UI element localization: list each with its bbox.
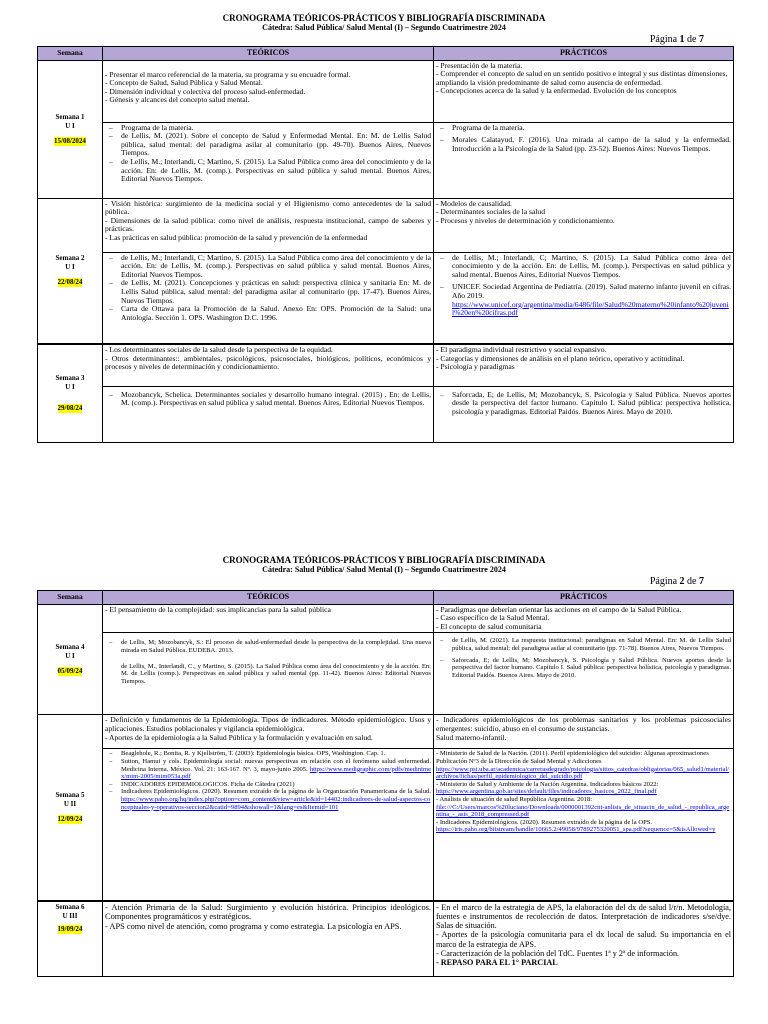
- unit-label: U III: [62, 911, 78, 920]
- bib-text: Morales Calatayud, F. (2016). Una mirada al campo de la salud y la enfermedad. Introducción a la Psicología de la Salud (pp. 23-52). Buenos Aires: Nuevos Tiempos.: [452, 135, 731, 153]
- col-semana: Semana: [38, 591, 103, 605]
- bib-text: - Ministerio de Salud de la Nación. (2011). Perfil epidemiológico del suicidio: Algunas aproximaciones Publicación Nº3 de la Dirección de Salud Mental y Adicciones: [436, 750, 709, 765]
- week-3-cell: [38, 344, 103, 442]
- topic-item: - El paradigma individual restrictivo y social expansivo.: [436, 345, 607, 355]
- week-1-cell: [38, 60, 103, 198]
- topic-item: - Dimensiones de la salud pública: como nivel de análisis, respuesta institucional, campo de saberes y prácticas.: [105, 215, 431, 234]
- col-practicos: PRÁCTICOS: [434, 591, 734, 605]
- dash-bullet: –: [109, 252, 113, 262]
- week-3-practicos-bib: [434, 386, 734, 442]
- topic-item: - Indicadores epidemiológicos de los problemas sanitarios y los problemas psicosociales emergentes: suicidio, abuso en el consumo de sustancias.: [436, 715, 731, 733]
- week-date: 05/09/24: [57, 666, 83, 675]
- bib-text: Indicadores Epidemiológicos. (2020). Resumen extraído de la página de la Organización Panamericana de la Salud.: [121, 788, 431, 796]
- week-4-teoricos: [103, 604, 434, 633]
- week-2-teoricos-bib: [103, 252, 434, 344]
- week-2-bib-row: [38, 252, 734, 344]
- of-word: de: [687, 576, 697, 587]
- dash-bullet: –: [440, 282, 444, 292]
- bib-item: [436, 391, 731, 417]
- week-2-topics-row: [38, 198, 734, 252]
- dash-bullet: –: [440, 252, 444, 262]
- topic-item: - El concepto de salud comunitaria: [436, 621, 542, 631]
- week-2-cell: [38, 198, 103, 344]
- week-3-bib-row: [38, 386, 734, 442]
- col-teoricos: TEÓRICOS: [103, 591, 434, 605]
- dash-bullet: –: [440, 135, 444, 145]
- week-label: Semana 5: [55, 791, 85, 800]
- bib-item: [436, 283, 731, 317]
- page-indicator: [650, 576, 704, 587]
- dash-bullet: –: [109, 122, 113, 132]
- page-indicator: [650, 34, 704, 45]
- page-word: Página: [649, 34, 678, 45]
- dash-bullet: –: [109, 757, 113, 765]
- week-date: 12/09/24: [57, 815, 83, 824]
- dash-bullet: –: [109, 780, 113, 788]
- week-3-practicos: [434, 344, 734, 386]
- topic-item: - Caracterización de la población del TdC. Fuentes 1ª y 2ª de información.: [436, 948, 680, 958]
- topic-item: - Otros determinantes:: ambientales, psicológicos, psicosociales, biológicos, políticos, económicos y procesos y niveles de determinación y condicionamiento.: [105, 353, 431, 372]
- bib-item: [436, 657, 731, 680]
- topic-item: - En el marco de la estrategia de APS, la elaboración del dx de salud l/r/n. Metodología, fuentes e instrumentos de recolección de datos. Interpretación de indicadores s/se/dye. Salas de situación.: [436, 902, 731, 931]
- total-pages: 7: [699, 34, 704, 45]
- week-5-bib-row: [38, 749, 734, 901]
- dash-bullet: –: [109, 131, 113, 141]
- week-1-practicos-bib: [434, 122, 734, 198]
- week-5-cell: [38, 715, 103, 901]
- unit-label: U II: [63, 800, 77, 809]
- bib-item: [105, 788, 431, 811]
- topic-item: - Psicología y paradigmas: [436, 362, 515, 372]
- bib-text: de Lellis, M. (2021). La respuesta institucional: paradigmas en Salud Mental. En: M. de Lellis Salud pública, salud mental: del paradigma asilar al comunitario (pp. 71-78). Buenos Aires, Nuevos Tiempos.: [452, 637, 731, 652]
- week-1-topics-row: [38, 60, 734, 122]
- bib-item: [105, 391, 431, 408]
- bib-text: Mozobancyk, Schelica. Determinantes sociales y desarrollo humano integral. (2015) . En: de Lellis, M. (comp.). Perspectivas en salud pública y salud mental. Buenos Aires, Editorial Nuevos Tiempos.: [121, 389, 431, 408]
- col-semana: Semana: [38, 47, 103, 61]
- week-3-topics-row: [38, 344, 734, 386]
- bib-text: de Lellis, M.; Interlandi, C; Martino, S. (2015). La Salud Pública como área del conocimiento y de la acción. En: de Lellis, M. (comp.). Perspectivas en salud pública y salud mental. Buenos Aires, Editorial Nuevos Tiempos.: [452, 252, 731, 279]
- week-4-teoricos-bib: [103, 633, 434, 715]
- week-date: 22/08/24: [57, 278, 83, 287]
- week-6-cell: [38, 901, 103, 977]
- topic-item: - Génesis y alcances del concepto salud mental.: [105, 95, 250, 105]
- topic-item: - Comprender el concepto de salud en un sentido positivo e integral y sus distintas dimensiones, ampliando la visión predominante de salud como ausencia de enfermedad.: [436, 69, 728, 87]
- topic-item: - Visión histórica: surgimiento de la medicina social y el Higienismo como antecedentes de la salud pública.: [105, 198, 431, 217]
- table-header-row: [38, 47, 734, 61]
- bib-item: [105, 663, 431, 686]
- week-3-teoricos-bib: [103, 386, 434, 442]
- schedule-table: [37, 590, 734, 977]
- topic-item: - Presentación de la materia.: [436, 60, 523, 70]
- bib-item: [105, 158, 431, 184]
- dash-bullet: –: [109, 156, 113, 166]
- topic-item: - Categorías y dimensiones de análisis en el plano teórico, operativo y actitudinal.: [436, 353, 685, 363]
- table-header-row: [38, 591, 734, 605]
- week-5-topics-row: [38, 715, 734, 749]
- page-number: 2: [679, 576, 685, 587]
- bib-text: Sutton, Hamui y cols. Epidemiología social: nuevas perspectivas en relación con el fenómeno salud enfermedad. Medicina Interna. México. Vol. 21: 163-167. Nº. 3, mayo-junio 2005.: [121, 757, 431, 773]
- week-2-practicos: [434, 198, 734, 252]
- topic-item: - Modelos de causalidad.: [436, 198, 512, 208]
- topic-item: - Aportes de la epidemiología a la Salud Pública y la formulación y evaluación en salud.: [105, 732, 373, 742]
- page-word: Página: [649, 576, 678, 587]
- week-1-practicos: [434, 60, 734, 122]
- dash-bullet: –: [109, 788, 113, 796]
- week-date: 15/08/2024: [54, 136, 86, 145]
- bib-text: Saforcada, E; de Lellis, M; Mozobancyk, S. Psicología y Salud Pública. Nuevos aportes desde la perspectiva del factor humano. Capítulo I. Salud pública: perspectiva holística, psicología y paradigmas. Editorial Paidós. Buenos Aires. Mayo de 2010.: [452, 389, 731, 416]
- week-5-practicos-bib: [434, 749, 734, 901]
- bib-text: de Lellis, M., Interlandi, C., y Martino, S. (2015). La Salud Pública como área del conocimiento y de la acción. En: M. de Lellis (comp.). Perspectivas en salud pública y salud mental (pp. 11-42). Buenos Aires: Editorial Nuevos Tiempos.: [121, 662, 431, 685]
- week-3-teoricos: [103, 344, 434, 386]
- bib-item: [105, 279, 431, 305]
- iris-paho-link[interactable]: https://iris.paho.org/bitstream/handle/10665.2/49058/9789275320051_spa.pdf?sequence=5&isAllowed=y: [436, 826, 716, 834]
- week-5-teoricos: [103, 715, 434, 749]
- topic-item: - Caso específico de la Salud Mental.: [436, 613, 550, 623]
- topic-item: - Presentar el marco referencial de la materia, su programa y su encuadre formal.: [105, 69, 351, 79]
- unit-label: U I: [65, 382, 75, 391]
- indicadores-2022-link[interactable]: https://www.argentina.gob.ar/sites/default/files/indicadores_basicos_2022_final.pdf: [436, 788, 657, 796]
- topic-item: - Procesos y niveles de determinación y condicionamiento.: [436, 215, 615, 225]
- bib-item: [436, 254, 731, 280]
- bib-text: de Lellis, M.; Interlandi, C; Martino, S. (2015). La Salud Pública como área del conocimiento y de la acción. En: de Lellis, M. (comp.). Perspectivas en salud pública y salud mental. Buenos Aires, Editorial Nuevos Tiempos.: [121, 156, 431, 184]
- topic-item: - Determinantes sociales de la salud: [436, 207, 546, 217]
- document-title: CRONOGRAMA TEÓRICOS-PRÁCTICOS Y BIBLIOGRAFÍA DISCRIMINADA: [222, 555, 546, 565]
- week-date: 29/08/24: [57, 403, 83, 412]
- week-2-teoricos: [103, 198, 434, 252]
- unicef-link[interactable]: https://www.unicef.org/argentina/media/6486/file/Salud%20materno%20infanto%20juvenil%20en%20cifras.pdf: [452, 299, 729, 318]
- topic-item: - Aportes de la psicología comunitaria para el dx local de salud. Su importancia en el marco de la estrategia de APS.: [436, 930, 731, 949]
- col-teoricos: TEÓRICOS: [103, 47, 434, 61]
- bib-item: [105, 254, 431, 280]
- asis-2018-link[interactable]: file:///C:/Users/marcos%20luciano/Downloads/0000001392cnt-anlisis_de_situacin_de_salud_-_republica_argentina_-_asis_2018_compressed.pdf: [436, 803, 730, 819]
- topic-item: - APS como nivel de atención, como programa y como estrategia. La psicología en APS.: [105, 921, 402, 931]
- week-1-bib-row: [38, 122, 734, 198]
- topic-item: - Concepto de Salud, Salud Pública y Salud Mental.: [105, 78, 263, 88]
- total-pages: 7: [699, 576, 704, 587]
- uba-suicidio-link[interactable]: https://www.psi.uba.ar/academica/carrerasdegrado/psicologia/sitios_catedras/obligatorias/065_salud1/material/archivos/fichas/perfil_epidemiologico_del_suicidio.pdf: [436, 765, 730, 781]
- unit-label: U I: [65, 121, 75, 130]
- bib-item: [105, 750, 431, 758]
- bib-text: Beaglehole, R.; Bonita, R. y Kjellström, T. (2003): Epidemiología básica. OPS, Washington. Cap. 1.: [121, 750, 386, 758]
- bib-item: [105, 132, 431, 158]
- bib-text: UNICEF. Sociedad Argentina de Pediatría. (2019). Salud materno infanto juvenil en cifras. Año 2019.: [452, 282, 731, 300]
- bib-item: [436, 136, 731, 153]
- topic-item: Salud materno-infantil.: [436, 732, 507, 742]
- schedule-table: [37, 46, 734, 443]
- week-1-teoricos-bib: [103, 122, 434, 198]
- red-dash-bullet: –: [440, 389, 444, 399]
- week-6-teoricos: [103, 901, 434, 977]
- bib-text: - Ministerio de Salud y Ambiente de la Nación Argentina. Indicadores básicos 2022:: [436, 780, 659, 788]
- week-5-practicos: [434, 715, 734, 749]
- topic-item: - El pensamiento de la complejidad: sus implicancias para la salud pública: [105, 604, 331, 614]
- bib-item: [436, 124, 731, 133]
- repaso-item: - REPASO PARA EL 1° PARCIAL: [436, 958, 558, 968]
- dash-bullet: –: [109, 278, 113, 288]
- week-5-teoricos-bib: [103, 749, 434, 901]
- paho-link[interactable]: https://www.paho.org/hq/index.php?option=com_content&view=article&id=14402:indicadores-de-salud-aspectos-conceptuales-y-operativos-seccion2&catid=9894&showall=1&lang=es&Itemid=101: [121, 795, 431, 811]
- bib-text: Programa de la materia.: [121, 122, 194, 132]
- col-practicos: PRÁCTICOS: [434, 47, 734, 61]
- bib-text: INDICADORES EPIDEMIOLOGICOS. Ficha de Cátedra (2021): [121, 780, 295, 788]
- week-6-practicos: [434, 901, 734, 977]
- medigraphic-link[interactable]: https://www.medigraphic.com/pdfs/medintmex/mim-2005/mim053a.pdf: [121, 765, 431, 781]
- dash-bullet: –: [109, 304, 113, 314]
- week-label: Semana 3: [55, 373, 85, 382]
- week-4-practicos-bib: [434, 633, 734, 715]
- bib-text: - Análisis de situación de salud República Argentina. 2018:: [436, 795, 593, 803]
- topic-item: - Las prácticas en salud pública: promoción de la salud y prevención de la enfermedad: [105, 232, 368, 242]
- document-subtitle: Cátedra: Salud Pública/ Salud Mental (I) – Segundo Cuatrimestre 2024: [262, 23, 506, 32]
- bib-text: de Lellis, M. (2021). Sobre el concepto de Salud y Enfermedad Mental. En: M. de Lellis Salud pública, salud mental: del paradigma asilar al comunitario (pp. 49-70). Buenos Aires, Nuevos Tiempos.: [121, 131, 431, 158]
- week-4-topics-row: [38, 604, 734, 633]
- bib-item: [436, 637, 731, 652]
- week-4-practicos: [434, 604, 734, 633]
- dash-bullet: –: [109, 389, 113, 399]
- page-number: 1: [679, 34, 685, 45]
- bib-text: Carta de Ottawa para la Promoción de la Salud. Anexo En: OPS. Promoción de la Salud: una Antología. Sección 1. OPS. Washington D.C. 1996.: [121, 304, 431, 322]
- topic-item: - Definición y fundamentos de la Epidemiología. Tipos de indicadores. Método epidemiológico. Usos y aplicaciones. Estudios poblacionales y vigilancia epidemiológica.: [105, 715, 431, 733]
- bib-item: [105, 305, 431, 322]
- week-label: Semana 2: [55, 254, 85, 263]
- bib-text: Saforcada, E; de Lellis, M; Mozobancyk, S. Psicología y Salud Pública. Nuevos aportes desde la perspectiva del factor humano. Capítulo I. Salud pública: perspectiva holística, psicología y paradigmas. Editorial Paidós. Buenos Aires. Mayo de 2010.: [452, 656, 731, 679]
- dash-bullet: –: [109, 750, 113, 758]
- week-6-row: [38, 901, 734, 977]
- page-1: [0, 0, 768, 480]
- topic-item: - Paradigmas que deberían orientar las acciones en el campo de la Salud Pública.: [436, 604, 682, 614]
- topic-item: - Atención Primaria de la Salud: Surgimiento y evolución histórica. Principios ideológicos. Componentes programáticos y estratégicos.: [105, 902, 431, 922]
- week-4-bib-row: [38, 633, 734, 715]
- bib-text: - Indicadores Epidemiológicos. (2020). Resumen extraído de la página de la OPS.: [436, 818, 653, 826]
- week-date: 19/09/24: [57, 924, 83, 933]
- bib-text: de Lellis, M. (2021). Concepciones y prácticas en salud: perspectiva clínica y sanitaria En: M. de Lellis Salud pública, salud mental: del paradigma asilar al comunitario (pp. 17-47). Buenos Aires, Nuevos Tiempos.: [121, 278, 431, 305]
- week-1-teoricos: [103, 60, 434, 122]
- week-4-cell: [38, 604, 103, 715]
- bib-text: Programa de la materia.: [452, 122, 525, 132]
- bib-item: [105, 639, 431, 654]
- topic-item: - Concepciones acerca de la salud y la enfermedad. Evolución de los conceptos: [436, 86, 677, 96]
- topic-item: - Los determinantes sociales de la salud desde la perspectiva de la equidad.: [105, 345, 333, 355]
- dash-bullet: –: [109, 639, 113, 647]
- bib-item: [105, 781, 431, 789]
- bib-item: [105, 758, 431, 781]
- document-subtitle: Cátedra: Salud Pública/ Salud Mental (I) – Segundo Cuatrimestre 2024: [262, 565, 506, 574]
- document-title: CRONOGRAMA TEÓRICOS-PRÁCTICOS Y BIBLIOGRAFÍA DISCRIMINADA: [222, 13, 546, 23]
- unit-label: U I: [65, 263, 75, 272]
- unit-label: U I: [65, 651, 75, 660]
- bib-text: de Lellis, M.; Interlandi, C; Martino, S. (2015). La Salud Pública como área del conocimiento y de la acción. En: de Lellis, M. (comp.). Perspectivas en salud pública y salud mental. Buenos Aires, Editorial Nuevos Tiempos.: [121, 252, 431, 279]
- week-label: Semana 4: [55, 642, 85, 651]
- dash-bullet: –: [440, 656, 444, 664]
- week-label: Semana 6: [55, 902, 85, 911]
- topic-item: - Dimensión individual y colectiva del proceso salud-enfermedad.: [105, 86, 306, 96]
- bib-text: de Lellis, M; Mozobancyk, S.: El proceso de salud-enfermedad desde la perspectiva de la complejidad. Una nueva mirada en Salud Pública. EUDEBA. 2013.: [121, 639, 431, 654]
- dash-bullet: –: [440, 637, 444, 645]
- week-2-practicos-bib: [434, 252, 734, 344]
- week-label: Semana 1: [55, 112, 85, 121]
- of-word: de: [687, 34, 697, 45]
- page-2: [0, 540, 768, 1024]
- dash-bullet: –: [440, 122, 444, 132]
